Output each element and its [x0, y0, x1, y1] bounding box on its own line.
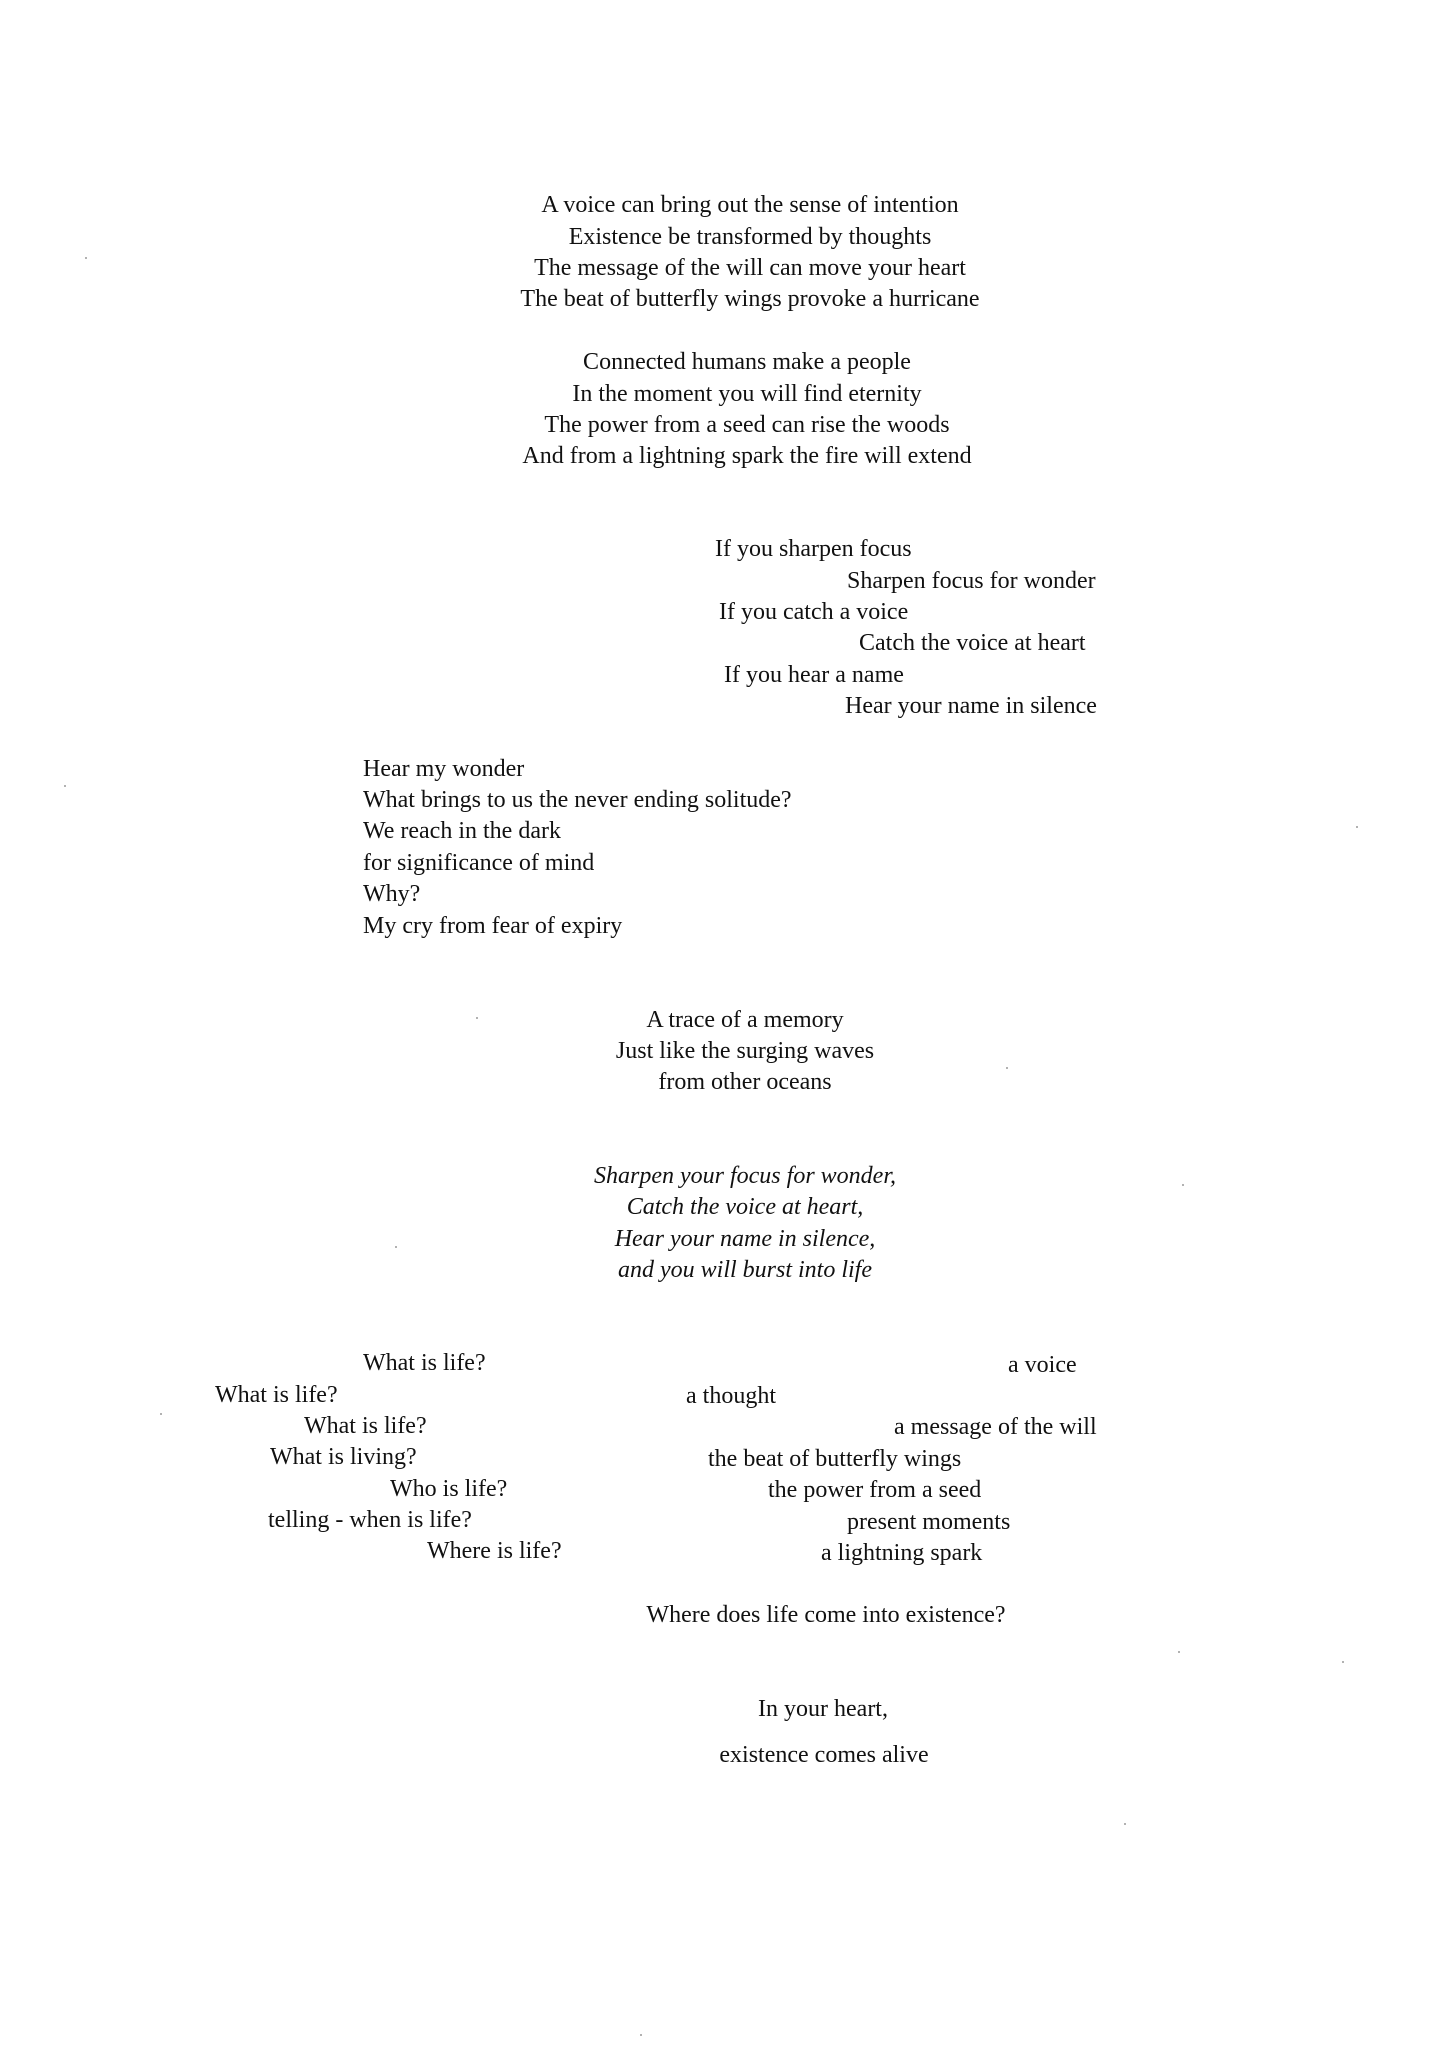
- question-line: What is life?: [215, 1382, 338, 1408]
- question-line: What is living?: [270, 1444, 417, 1470]
- closing-question: Where does life come into existence?: [646, 1602, 1006, 1628]
- scan-speck: [1356, 826, 1358, 828]
- poem-line: from other oceans: [658, 1069, 832, 1095]
- answer-line: the beat of butterfly wings: [708, 1446, 962, 1472]
- scan-speck: [1182, 1184, 1184, 1186]
- poem-line: We reach in the dark: [363, 818, 561, 844]
- question-line: Who is life?: [390, 1476, 508, 1502]
- closing-line: In your heart,: [758, 1696, 888, 1722]
- poem-line: And from a lightning spark the fire will extend: [522, 443, 972, 469]
- answer-line: the power from a seed: [768, 1477, 982, 1503]
- question-line: What is life?: [304, 1413, 427, 1439]
- scan-speck: [160, 1413, 162, 1415]
- poem-line-italic: Catch the voice at heart,: [626, 1194, 864, 1220]
- scan-speck: [1124, 1823, 1126, 1825]
- poem-line: Connected humans make a people: [583, 349, 911, 375]
- poem-line: A trace of a memory: [646, 1007, 844, 1033]
- scan-speck: [395, 1246, 397, 1248]
- poem-line: Existence be transformed by thoughts: [568, 224, 932, 250]
- question-line: Where is life?: [427, 1538, 562, 1564]
- poem-line: What brings to us the never ending solitude?: [363, 787, 792, 813]
- poem-line: If you sharpen focus: [715, 536, 912, 562]
- poem-line: Sharpen focus for wonder: [847, 568, 1096, 594]
- scan-speck: [1178, 1651, 1180, 1653]
- poem-line: Catch the voice at heart: [859, 630, 1086, 656]
- poem-line: If you hear a name: [724, 662, 904, 688]
- scan-speck: [640, 2034, 642, 2036]
- scan-speck: [476, 1017, 478, 1019]
- poem-line: Just like the surging waves: [615, 1038, 875, 1064]
- scan-speck: [1006, 1067, 1008, 1069]
- scan-speck: [64, 785, 66, 787]
- scan-speck: [85, 257, 87, 259]
- scan-speck: [1342, 1661, 1344, 1663]
- poem-line: If you catch a voice: [719, 599, 909, 625]
- poem-line: The message of the will can move your heart: [534, 255, 966, 281]
- answer-line: a voice: [1008, 1352, 1077, 1378]
- poem-line: My cry from fear of expiry: [363, 913, 623, 939]
- poem-line: Hear your name in silence: [845, 693, 1097, 719]
- answer-line: present moments: [847, 1509, 1011, 1535]
- poem-line: for significance of mind: [363, 850, 595, 876]
- question-line: What is life?: [363, 1350, 486, 1376]
- poem-line: Why?: [363, 881, 421, 907]
- poem-line: The power from a seed can rise the woods: [544, 412, 950, 438]
- poem-line: Hear my wonder: [363, 756, 525, 782]
- question-line: telling - when is life?: [268, 1507, 472, 1533]
- poem-line-italic: and you will burst into life: [617, 1257, 873, 1283]
- poem-line-italic: Hear your name in silence,: [614, 1226, 876, 1252]
- closing-line: existence comes alive: [719, 1742, 929, 1768]
- poem-line: A voice can bring out the sense of intention: [541, 192, 959, 218]
- answer-line: a thought: [686, 1383, 776, 1409]
- poem-line: The beat of butterfly wings provoke a hurricane: [520, 286, 980, 312]
- answer-line: a lightning spark: [821, 1540, 983, 1566]
- poem-line: In the moment you will find eternity: [572, 381, 922, 407]
- answer-line: a message of the will: [894, 1414, 1097, 1440]
- poem-line-italic: Sharpen your focus for wonder,: [594, 1163, 896, 1189]
